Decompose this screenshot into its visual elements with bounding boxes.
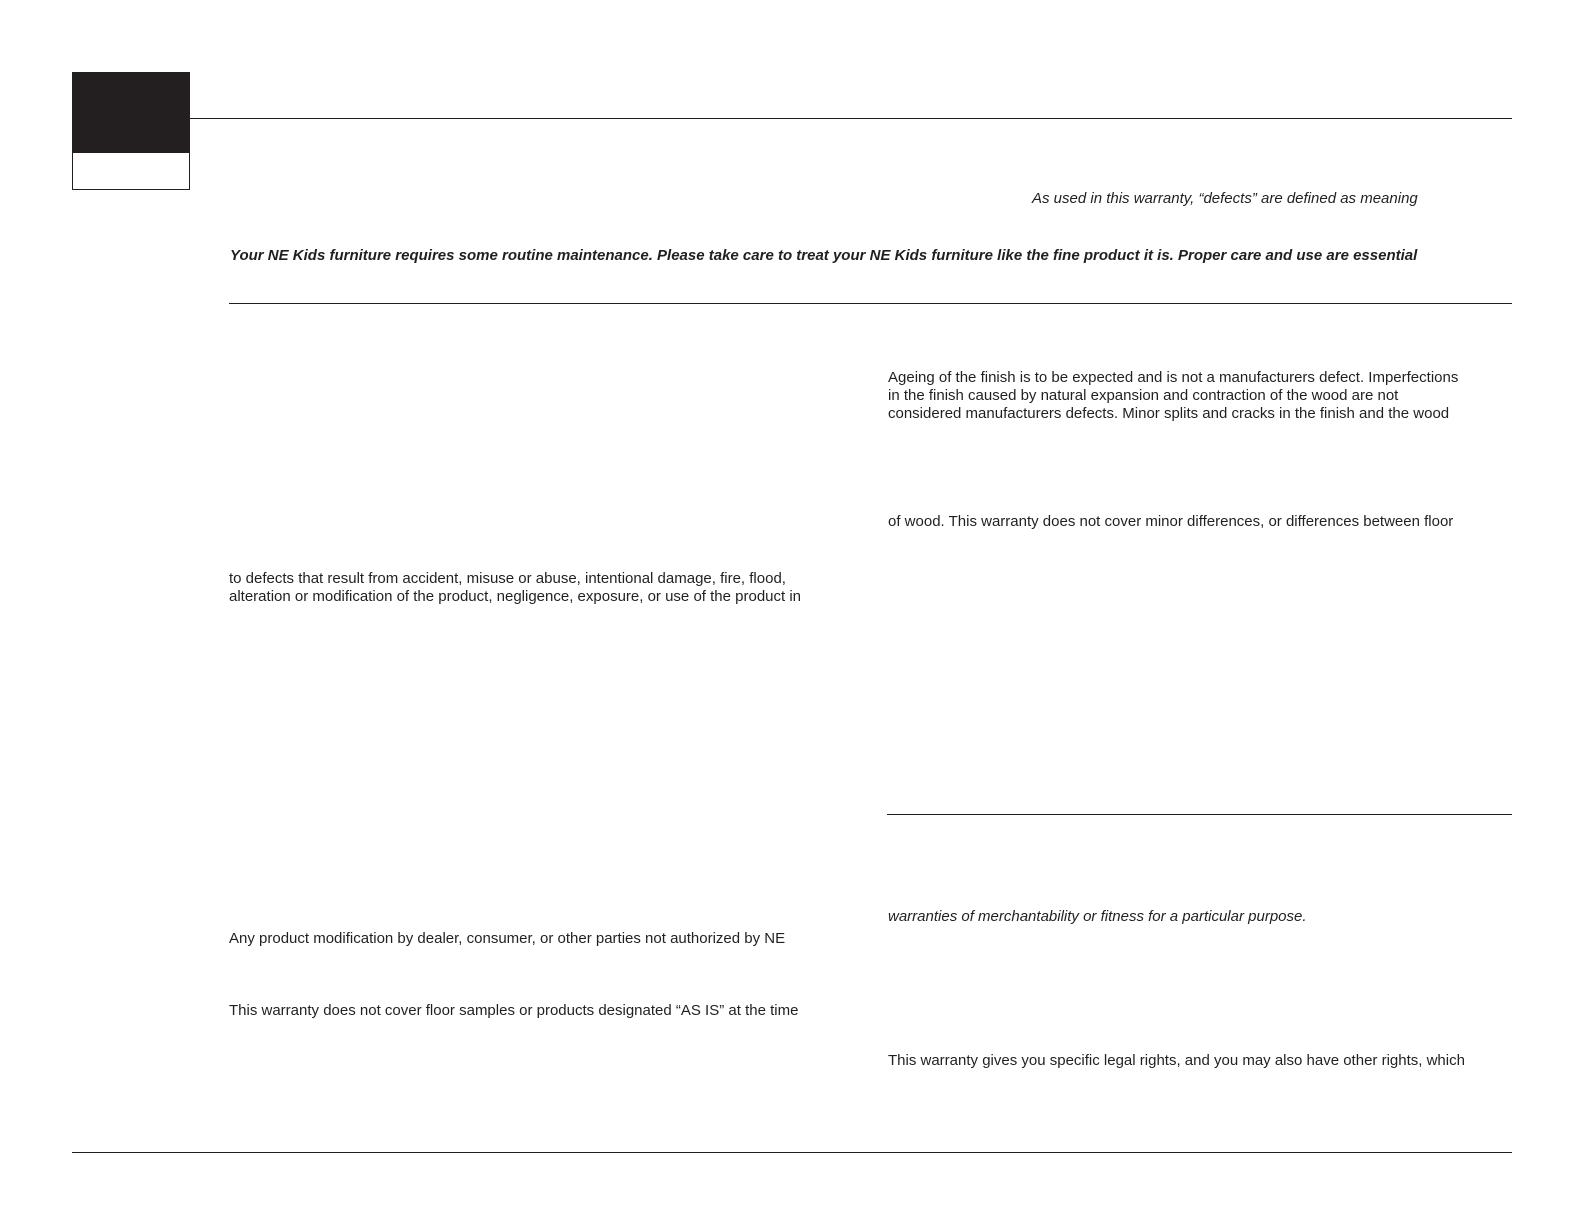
legal-rights-paragraph: This warranty gives you specific legal rights, and you may also have other rights, which: [888, 1052, 1465, 1069]
defects-definition-note: As used in this warranty, “defects” are defined as meaning: [1032, 190, 1418, 207]
footer-rule: [72, 1152, 1512, 1153]
floor-samples-paragraph: This warranty does not cover floor samples or products designated “AS IS” at the time: [229, 1002, 799, 1019]
intro-divider: [229, 303, 1512, 304]
page-number-tab-fill: [73, 73, 189, 153]
right-column-divider: [887, 814, 1512, 815]
maintenance-intro: Your NE Kids furniture requires some routine maintenance. Please take care to treat your NE Kids furniture like the fine product it is. Proper care and use are essential: [230, 247, 1418, 264]
finish-line-2: in the finish caused by natural expansion and contraction of the wood are not: [888, 387, 1399, 404]
exclusions-line-2: alteration or modification of the product, negligence, exposure, or use of the product in: [229, 588, 802, 605]
page-number-tab: [72, 72, 190, 190]
finish-line-1: Ageing of the finish is to be expected and is not a manufacturers defect. Imperfections: [888, 369, 1459, 386]
merchantability-paragraph: warranties of merchantability or fitness for a particular purpose.: [888, 908, 1307, 925]
modification-paragraph: Any product modification by dealer, consumer, or other parties not authorized by NE: [229, 930, 786, 947]
finish-line-3: considered manufacturers defects. Minor splits and cracks in the finish and the wood: [888, 405, 1450, 422]
wood-variation-paragraph: of wood. This warranty does not cover minor differences, or differences between floor: [888, 513, 1454, 530]
exclusions-line-1: to defects that result from accident, misuse or abuse, intentional damage, fire, flood,: [229, 570, 786, 587]
header-rule: [190, 118, 1512, 119]
